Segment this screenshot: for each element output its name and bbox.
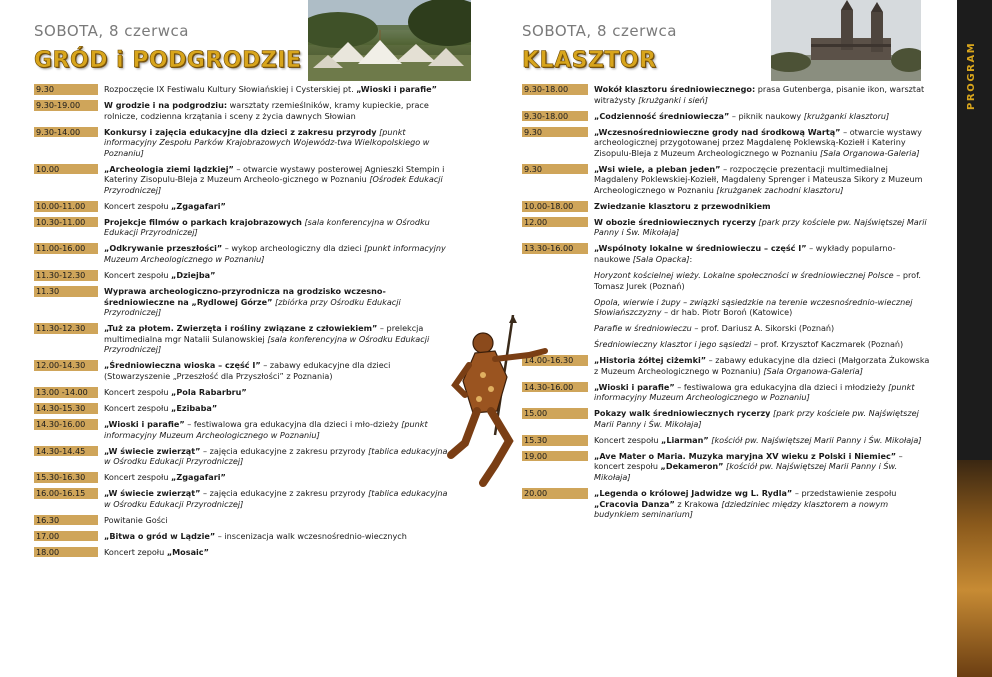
event-description: „Wioski i parafie” – festiwalowa gra edukacyjna dla dzieci i młodzieży [punkt informacyjny Muzeum Archeologicznego w Poznaniu] (594, 381, 915, 403)
schedule-row (34, 403, 454, 414)
event-description: Pokazy walk średniowiecznych rycerzy [park przy kościele pw. Najświętszej Marii Panny i Św. Mikołaja] (594, 408, 919, 429)
event-description: „Ave Mater o Maria. Muzyka maryjna XV wieku z Polski i Niemiec” – koncert zespołu „Dekameron” [kościół pw. Najświętszej Marii Panny i Św. Mikołaja] (594, 450, 903, 483)
event-description: „Odkrywanie przeszłości” – wykop archeologiczny dla dzieci [punkt informacyjny Muzeum Archeologicznego w Poznaniu] (104, 243, 446, 265)
event-time: 13.30-16.00 (522, 243, 588, 254)
event-description: Opola, wierwie i żupy – związki sąsiedzkie na terenie wczesnośrednio-wiecznej Słowiańszczyzny – dr hab. Piotr Boroń (Katowice) (594, 296, 913, 318)
event-time: 14.30-16.00 (522, 382, 588, 393)
event-time: 14.00-16.30 (522, 355, 588, 366)
schedule-list (34, 84, 454, 563)
event-time: 10.30-11.00 (34, 217, 98, 228)
event-description: Horyzont kościelnej wieży. Lokalne społeczności w średniowiecznej Polsce – prof. Tomasz Jurek (Poznań) (594, 270, 921, 291)
schedule-row (522, 408, 930, 429)
event-description: Koncert zespołu „Pola Rabarbru” (104, 386, 247, 397)
schedule-row (34, 127, 454, 159)
day-date: , 8 czerwca (98, 22, 189, 40)
day-name: SOBOTA (34, 22, 99, 40)
event-time: 19.00 (522, 451, 588, 462)
schedule-row (522, 84, 930, 105)
schedule-row (34, 164, 454, 196)
event-time: 15.00 (522, 408, 588, 419)
event-description: „Wspólnoty lokalne w średniowieczu – część I” – wykłady popularno-naukowe [Sala Opacka]: (594, 243, 896, 265)
event-time: 10.00-18.00 (522, 201, 588, 212)
event-time: 9.30-18.00 (522, 111, 588, 122)
event-description: „Bitwa o gród w Lądzie” – inscenizacja walk wczesnośrednio-wiecznych (104, 530, 407, 541)
schedule-row (34, 472, 454, 483)
section-title: GRÓD i PODGRODZIE (34, 48, 302, 73)
event-description: Koncert zespołu „Dziejba” (104, 270, 216, 281)
event-time: 14.30-16.00 (34, 419, 98, 430)
event-description: Parafie w średniowieczu – prof. Dariusz A. Sikorski (Poznań) (594, 323, 835, 334)
event-description: „W świecie zwierząt” – zajęcia edukacyjne z zakresu przyrody [tablica edukacyjna w Ośrodku Edukacji Przyrodniczej] (104, 488, 448, 509)
schedule-row (522, 243, 930, 264)
event-description: „Wczesnośredniowieczne grody nad środkową Wartą” – otwarcie wystawy archeologicznej przygotowanej przez Magdalenę Poklewską-Koziełł i Kateriny Zisopulu-Bleja z Muzeum Archeologicznego w Poznaniu [Sala Organowa-Galeria] (594, 126, 922, 158)
monastery-photo (771, 0, 921, 81)
event-description: Konkursy i zajęcia edukacyjne dla dzieci z zakresu przyrody [punkt informacyjny Zespołu Parków Krajobrazowych Wojewódz-twa Wielkopolskiego w Poznaniu] (104, 126, 430, 158)
schedule-row (522, 323, 930, 334)
event-description: Wyprawa archeologiczno-przyrodnicza na grodzisko wczesno-średniowieczne na „Rydlowej Górze” [zbiórka przy Ośrodku Edukacji Przyrodniczej] (104, 286, 401, 318)
event-description: „Legenda o królowej Jadwidze wg L. Rydla” – przedstawienie zespołu „Cracovia Danza” z Krakowa [dziedziniec między klasztorem a nowym budynkiem seminarium] (594, 488, 897, 520)
event-time: 9.30 (522, 127, 588, 138)
event-time: 17.00 (34, 531, 98, 542)
schedule-row (522, 451, 930, 483)
schedule-row (34, 419, 454, 440)
schedule-row (34, 531, 454, 542)
event-description: Zwiedzanie klasztoru z przewodnikiem (594, 200, 771, 211)
schedule-list (522, 84, 930, 525)
event-description: W obozie średniowiecznych rycerzy [park przy kościele pw. Najświętszej Marii Panny i Św. Mikołaja] (594, 216, 927, 238)
schedule-row (522, 297, 930, 318)
event-description: Koncert zespołu „Zgagafari” (104, 472, 226, 483)
decorative-art (957, 460, 992, 677)
dancing-figure-illustration (445, 315, 555, 495)
event-description: „Średniowieczna wioska – część I” – zabawy edukacyjne dla dzieci (Stowarzyszenie „Przeszłość dla Przyszłości” z Poznania) (104, 360, 391, 381)
event-time: 9.30-18.00 (522, 84, 588, 95)
event-description: Powitanie Gości (104, 514, 168, 525)
schedule-row (34, 446, 454, 467)
event-description: Koncert zespołu „Liarman” [kościół pw. Najświętszej Marii Panny i Św. Mikołaja] (594, 434, 922, 445)
event-time: 11.30 (34, 286, 98, 297)
schedule-row (522, 435, 930, 446)
side-label: PROGRAM (966, 41, 977, 110)
event-description: „Wsi wiele, a pleban jeden” – rozpoczęcie prezentacji multimedialnej Magdaleny Poklewskiej-Koziełł, Magdaleny Sprenger i Mateusza Sikory z Muzeum Archeologicznego w Poznaniu [krużganek zachodni klasztoru] (594, 163, 923, 195)
event-time: 9.30-14.00 (34, 127, 98, 138)
event-description: „W świecie zwierząt” – zajęcia edukacyjne z zakresu przyrody [tablica edukacyjna w Ośrodku Edukacji Przyrodniczej] (104, 445, 448, 467)
event-description: W grodzie i na podgrodziu: warsztaty rzemieślników, kramy kupieckie, prace rolnicze, codzienna krzątania i sceny z życia dawnych Słowian (104, 99, 429, 121)
encampment-photo (308, 0, 471, 81)
event-description: Koncert zepołu „Mosaic” (104, 546, 209, 557)
schedule-row (34, 270, 454, 281)
schedule-row (522, 382, 930, 403)
event-time: 11.30-12.30 (34, 270, 98, 281)
event-time: 12.00-14.30 (34, 360, 98, 371)
schedule-row (522, 111, 930, 122)
event-description: Rozpoczęcie IX Festiwalu Kultury Słowiańskiej i Cysterskiej pt. „Wioski i parafie” (104, 84, 437, 94)
event-description: „Archeologia ziemi lądzkiej” – otwarcie wystawy posterowej Agnieszki Stempin i Kateriny Zisopulu-Bleja z Muzeum Archeolo-gicznego w Poznaniu [Ośrodek Edukacji Przyrodniczej] (104, 163, 445, 195)
event-description: Projekcje filmów o parkach krajobrazowych [sala konferencyjna w Ośrodku Edukacji Przyrodniczej] (104, 216, 430, 238)
schedule-row (522, 164, 930, 196)
event-time: 9.30 (522, 164, 588, 175)
event-description: Wokół klasztoru średniowiecznego: prasa Gutenberga, pisanie ikon, warsztat witrażysty [krużganki i sień] (594, 84, 925, 105)
day-heading (34, 22, 189, 40)
schedule-row (34, 201, 454, 212)
event-time: 11.00-16.00 (34, 243, 98, 254)
schedule-row (34, 286, 454, 318)
schedule-row (34, 243, 454, 264)
schedule-row (34, 84, 454, 95)
section-title: KLASZTOR (522, 48, 657, 73)
schedule-row (34, 360, 454, 381)
schedule-row (522, 339, 930, 350)
schedule-row (522, 201, 930, 212)
event-time: 11.30-12.30 (34, 323, 98, 334)
event-time: 9.30-19.00 (34, 100, 98, 111)
event-description: Średniowieczny klasztor i jego sąsiedzi – prof. Krzysztof Kaczmarek (Poznań) (594, 339, 904, 350)
event-time: 18.00 (34, 547, 98, 558)
event-description: „Codzienność średniowiecza” – piknik naukowy [krużganki klasztoru] (594, 110, 890, 121)
event-description: Koncert zespołu „Zgagafari” (104, 200, 226, 211)
event-time: 9.30 (34, 84, 98, 95)
event-time: 15.30 (522, 435, 588, 446)
event-description: „Tuż za płotem. Zwierzęta i rośliny związane z człowiekiem” – prelekcja multimedialna mgr Natalii Sulanowskiej [sala konferencyjna w Ośrodku Edukacji Przyrodniczej] (104, 323, 430, 355)
event-time: 10.00 (34, 164, 98, 175)
event-time: 12.00 (522, 217, 588, 228)
side-band (957, 0, 992, 677)
schedule-row (34, 547, 454, 558)
schedule-row (34, 488, 454, 509)
event-description: Koncert zespołu „Ezibaba” (104, 402, 218, 413)
event-time: 14.30-15.30 (34, 403, 98, 414)
event-time: 16.00-16.15 (34, 488, 98, 499)
event-time: 10.00-11.00 (34, 201, 98, 212)
schedule-row (522, 127, 930, 159)
schedule-row (522, 355, 930, 376)
event-description: „Wioski i parafie” – festiwalowa gra edukacyjna dla dzieci i mło-dzieży [punkt informacyjny Muzeum Archeologicznego w Poznaniu] (104, 418, 428, 440)
event-time: 13.00 -14.00 (34, 387, 98, 398)
event-description: „Historia żółtej ciżemki” – zabawy edukacyjne dla dzieci (Małgorzata Żukowska z Muzeum Archeologicznego w Poznaniu) [Sala Organowa-Galeria] (594, 355, 930, 376)
schedule-row (522, 488, 930, 520)
day-name: SOBOTA (522, 22, 587, 40)
schedule-row (34, 100, 454, 121)
schedule-row (522, 217, 930, 238)
schedule-row (522, 270, 930, 291)
event-time: 15.30-16.30 (34, 472, 98, 483)
event-time: 20.00 (522, 488, 588, 499)
schedule-row (34, 515, 454, 526)
event-time: 14.30-14.45 (34, 446, 98, 457)
schedule-row (34, 217, 454, 238)
schedule-row (34, 387, 454, 398)
event-time: 16.30 (34, 515, 98, 526)
day-heading (522, 22, 677, 40)
schedule-row (34, 323, 454, 355)
day-date: , 8 czerwca (586, 22, 677, 40)
